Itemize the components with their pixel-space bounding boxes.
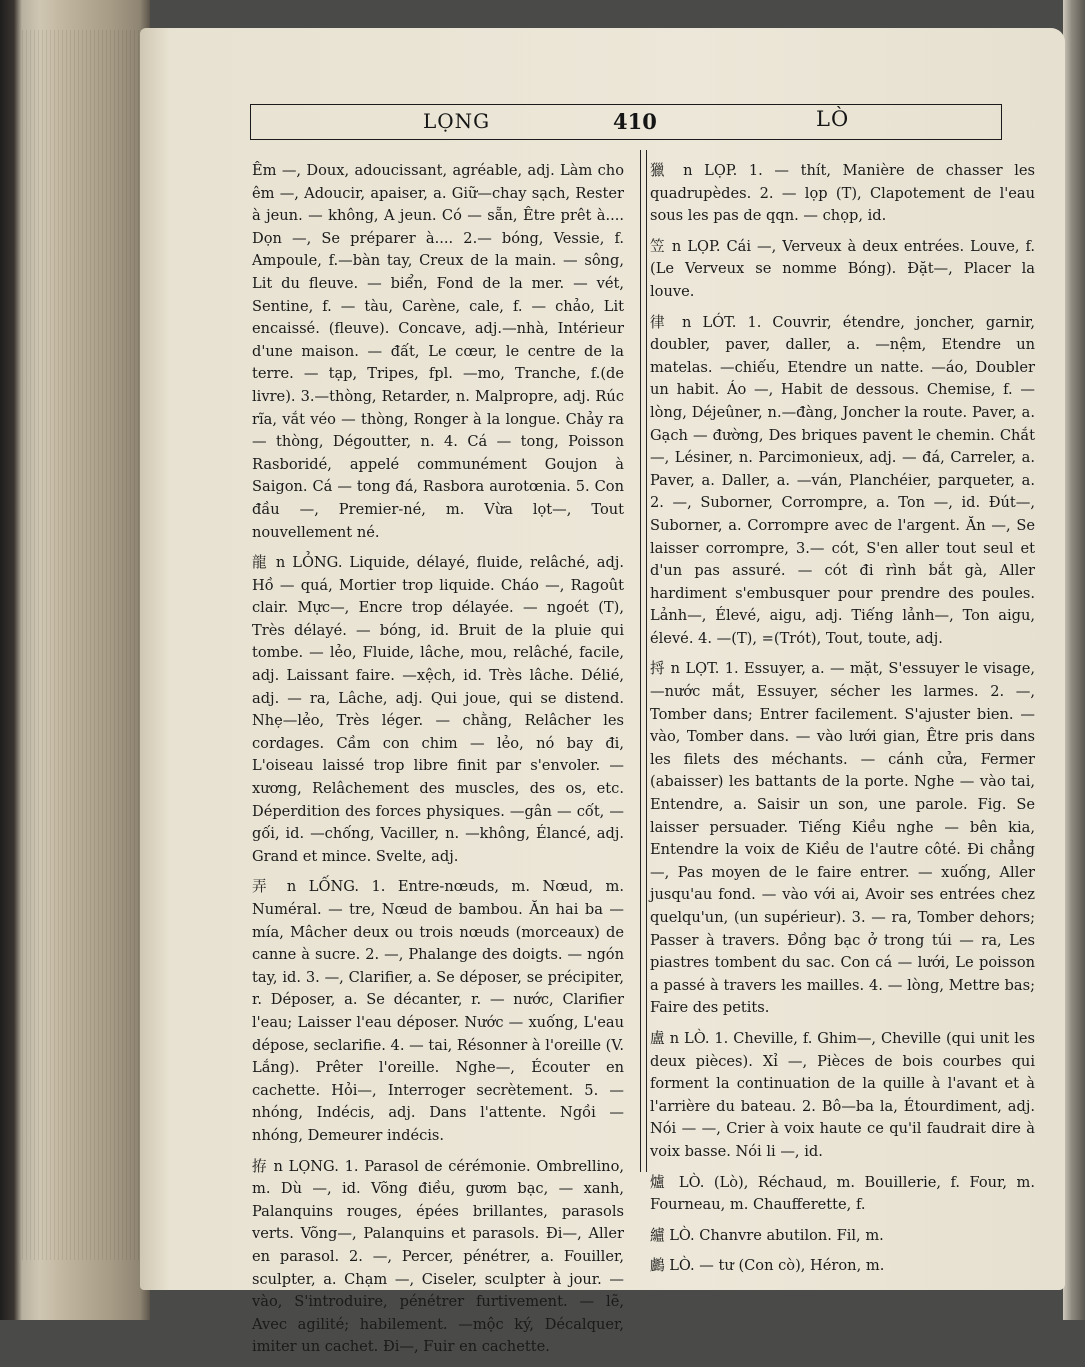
entry-lop-chasse: [650, 160, 1035, 228]
entry-text: 鸕 LÒ. — tư (Con cò), Héron, m.: [650, 1257, 885, 1275]
entry-text: 拵 n LỌNG. 1. Parasol de cérémonie. Ombrellino, m. Dù —, id. Võng điều, gươm bạc, — xanh, Palanquins rouges, épées brillantes, parasols verts. Võng—, Palanquins et parasols. Đi—, Aller en parasol. 2. —, Percer, pénétrer, a. Fouiller, sculpter, a. Chạm —, Ciseler, sculpter à jour. — vào, S'introduire, pénétrer furtivement. — lẽ, Avec agilité; habilement. —mộc ký, Décalquer, imiter un cachet. Đi—, Fuir en cachette.: [252, 1157, 624, 1356]
entry-lot-couvrir: [650, 312, 1035, 651]
entry-lo-chanvre: [650, 1225, 1035, 1248]
entry-lo-rechaud: [650, 1172, 1035, 1217]
entry-text: 捋 n LỌT. 1. Essuyer, a. — mặt, S'essuyer le visage, —nước mắt, Essuyer, sécher les larmes. 2. —, Tomber dans; Entrer facilement. S'ajuster bien. — vào, Tomber dans. — vào lưới gian, Être pris dans les filets des méchants. — cánh cửa, Fermer (abaisser) les battants de la porte. Nghe — vào tai, Entendre, a. Saisir un son, une parole. Fig. Se laisser persuader. Tiếng Kiều nghe — bên kia, Entendre la voix de Kiều de l'autre côté. Đi chẳng—, Pas moyen de le faire entrer. — xuống, Aller jusqu'au fond. — vào với ai, Avoir ses entrées chez quelqu'un, (un supérieur). 3. — ra, Tomber dehors; Passer à travers. Đồng bạc ở trong túi — ra, Les piastres tombent du sac. Con cá — lưới, Le poisson a passé à travers les mailles. 4. — lòng, Mettre bas; Faire des petits.: [650, 660, 1035, 1017]
header-right-word: LÒ: [816, 107, 850, 131]
entry-text: 律 n LÓT. 1. Couvrir, étendre, joncher, garnir, doubler, paver, daller, a. —nệm, Etendre un matelas. —chiếu, Etendre un natte. —áo, Doubler un habit. Áo —, Habit de dessous. Chemise, f. — lòng, Déjeûner, n.—đàng, Joncher la route. Paver, a. Gạch — đường, Des briques pavent le chemin. Chắt—, Lésiner, n. Parcimonieux, adj. — đá, Carreler, a. Paver, a. Daller, a. —ván, Planchéier, parqueter, a. 2. —, Suborner, Corrompre, a. Ton —, id. Đút—, Suborner, a. Corrompre avec de l'argent. Ăn —, Se laisser corrompre, 3.— cót, S'en aller tout seul et d'un pas assuré. — cót đi rình bắt gà, Aller hardiment s'embusquer pour prendre des poules. Lảnh—, Élevé, aigu, adj. Tiếng lảnh—, Ton aigu, élevé. 4. —(T), =(Trót), Tout, toute, adj.: [650, 313, 1035, 647]
entry-long-parasol: [252, 1156, 624, 1359]
entry-lop-verveux: [650, 236, 1035, 304]
facing-page-edge: [1063, 0, 1085, 1320]
entry-lo-cheville: [650, 1028, 1035, 1164]
entry-long-continued: [252, 160, 624, 544]
column-divider-inner: [646, 150, 647, 1172]
column-divider: [640, 150, 641, 1172]
right-column: [650, 160, 1035, 1286]
entry-text: 爐 LÒ. (Lò), Réchaud, m. Bouillerie, f. Four, m. Fourneau, m. Chaufferette, f.: [650, 1173, 1035, 1214]
page-header: [250, 104, 1002, 140]
entry-text: 笠 n LỌP. Cái —, Verveux à deux entrées. Louve, f. (Le Verveux se nomme Bóng). Đặt—, Placer la louve.: [650, 237, 1035, 300]
entry-text: 弄 n LỐNG. 1. Entre-nœuds, m. Nœud, m. Numéral. — tre, Nœud de bambou. Ăn hai ba — mía, Mâcher deux ou trois nœuds (morceaux) de canne à sucre. 2. —, Phalange des doigts. — ngón tay, id. 3. —, Clarifier, a. Se déposer, se précipiter, r. Déposer, a. Se décanter, r. — nước, Clarifier l'eau; Laisser l'eau déposer. Nước — xuống, L'eau dépose, seclarifie. 4. — tai, Résonner à l'oreille (V. Lắng). Prêter l'oreille. Nghe—, Écouter en cachette. Hỏi—, Interroger secrètement. 5. — nhóng, Indécis, adj. Dans l'attente. Ngồi — nhóng, Demeurer indécis.: [252, 878, 624, 1144]
entry-text: Êm —, Doux, adoucissant, agréable, adj. Làm cho êm —, Adoucir, apaiser, a. Giữ—chay sạch, Rester à jeun. — không, A jeun. Có — sẵn, Être prêt à.... Dọn —, Se préparer à.... 2.— bóng, Vessie, f. Ampoule, f.—bàn tay, Creux de la main. — sông, Lit du fleuve. — biển, Fond de la mer. — vét, Sentine, f. — tàu, Carène, cale, f. — chảo, Lit encaissé. (fleuve). Concave, adj.—nhà, Intérieur d'une maison. — đất, Le cœur, le centre de la terre. — tạp, Tripes, fpl. —mo, Tranche, f.(de livre). 3.—thòng, Retarder, n. Malpropre, adj. Rúc rĩa, vắt véo — thòng, Ronger à la longue. Chảy ra — thòng, Dégoutter, n. 4. Cá — tong, Poisson Rasboridé, appelé communément Goujon à Saigon. Cá — tong đá, Rasbora aurotœnia. 5. Con đầu —, Premier-né, m. Vừa lọt—, Tout nouvellement né.: [252, 162, 624, 541]
entry-text: 獵 n LỌP. 1. — thít, Manière de chasser les quadrupèdes. 2. — lọp (T), Clapotement de l'eau sous les pas de qqn. — chọp, id.: [650, 162, 1035, 225]
entry-lot-essuyer: [650, 658, 1035, 1020]
entry-text: 纑 LÒ. Chanvre abutilon. Fil, m.: [650, 1226, 884, 1244]
entry-long-entre-noeuds: [252, 876, 624, 1147]
entry-lo-heron: [650, 1255, 1035, 1278]
entry-text: 龍 n LỎNG. Liquide, délayé, fluide, relâché, adj. Hồ — quá, Mortier trop liquide. Cháo —, Ragoût clair. Mực—, Encre trop délayée. — ngoét (T), Très délayé. — bóng, id. Bruit de la pluie qui tombe. — lẻo, Fluide, lâche, mou, relâché, facile, adj. Laissant faire. —xệch, id. Très lâche. Délié, adj. — ra, Lâche, adj. Qui joue, qui se distend. Nhẹ—lẻo, Très léger. — chằng, Relâcher les cordages. Cầm con chim — lẻo, nó bay đi, L'oiseau laissé trop libre finit par s'envoler. —xương, Relâchement des muscles, des os, etc. Déperdition des forces physiques. —gân — cốt, —gối, id. —chống, Vaciller, n. —không, Élancé, adj. Grand et mince. Svelte, adj.: [252, 554, 624, 865]
entry-long-liquide: [252, 552, 624, 868]
book-page-edges: [0, 0, 150, 1320]
header-left-word: LỌNG: [423, 109, 491, 133]
left-column: [252, 160, 624, 1367]
page-number: 410: [613, 109, 657, 134]
entry-text: 盧 n LÒ. 1. Cheville, f. Ghim—, Cheville (qui unit les deux pièces). Xỉ —, Pièces de bois courbes qui forment la continuation de la quille à l'avant et à l'arrière du bateau. 2. Bô—ba la, Étourdiment, adj. Nói — —, Crier à voix haute ce qu'il faudrait dire à voix basse. Nói li —, id.: [650, 1029, 1035, 1160]
page-edge-lines: [22, 30, 142, 1260]
